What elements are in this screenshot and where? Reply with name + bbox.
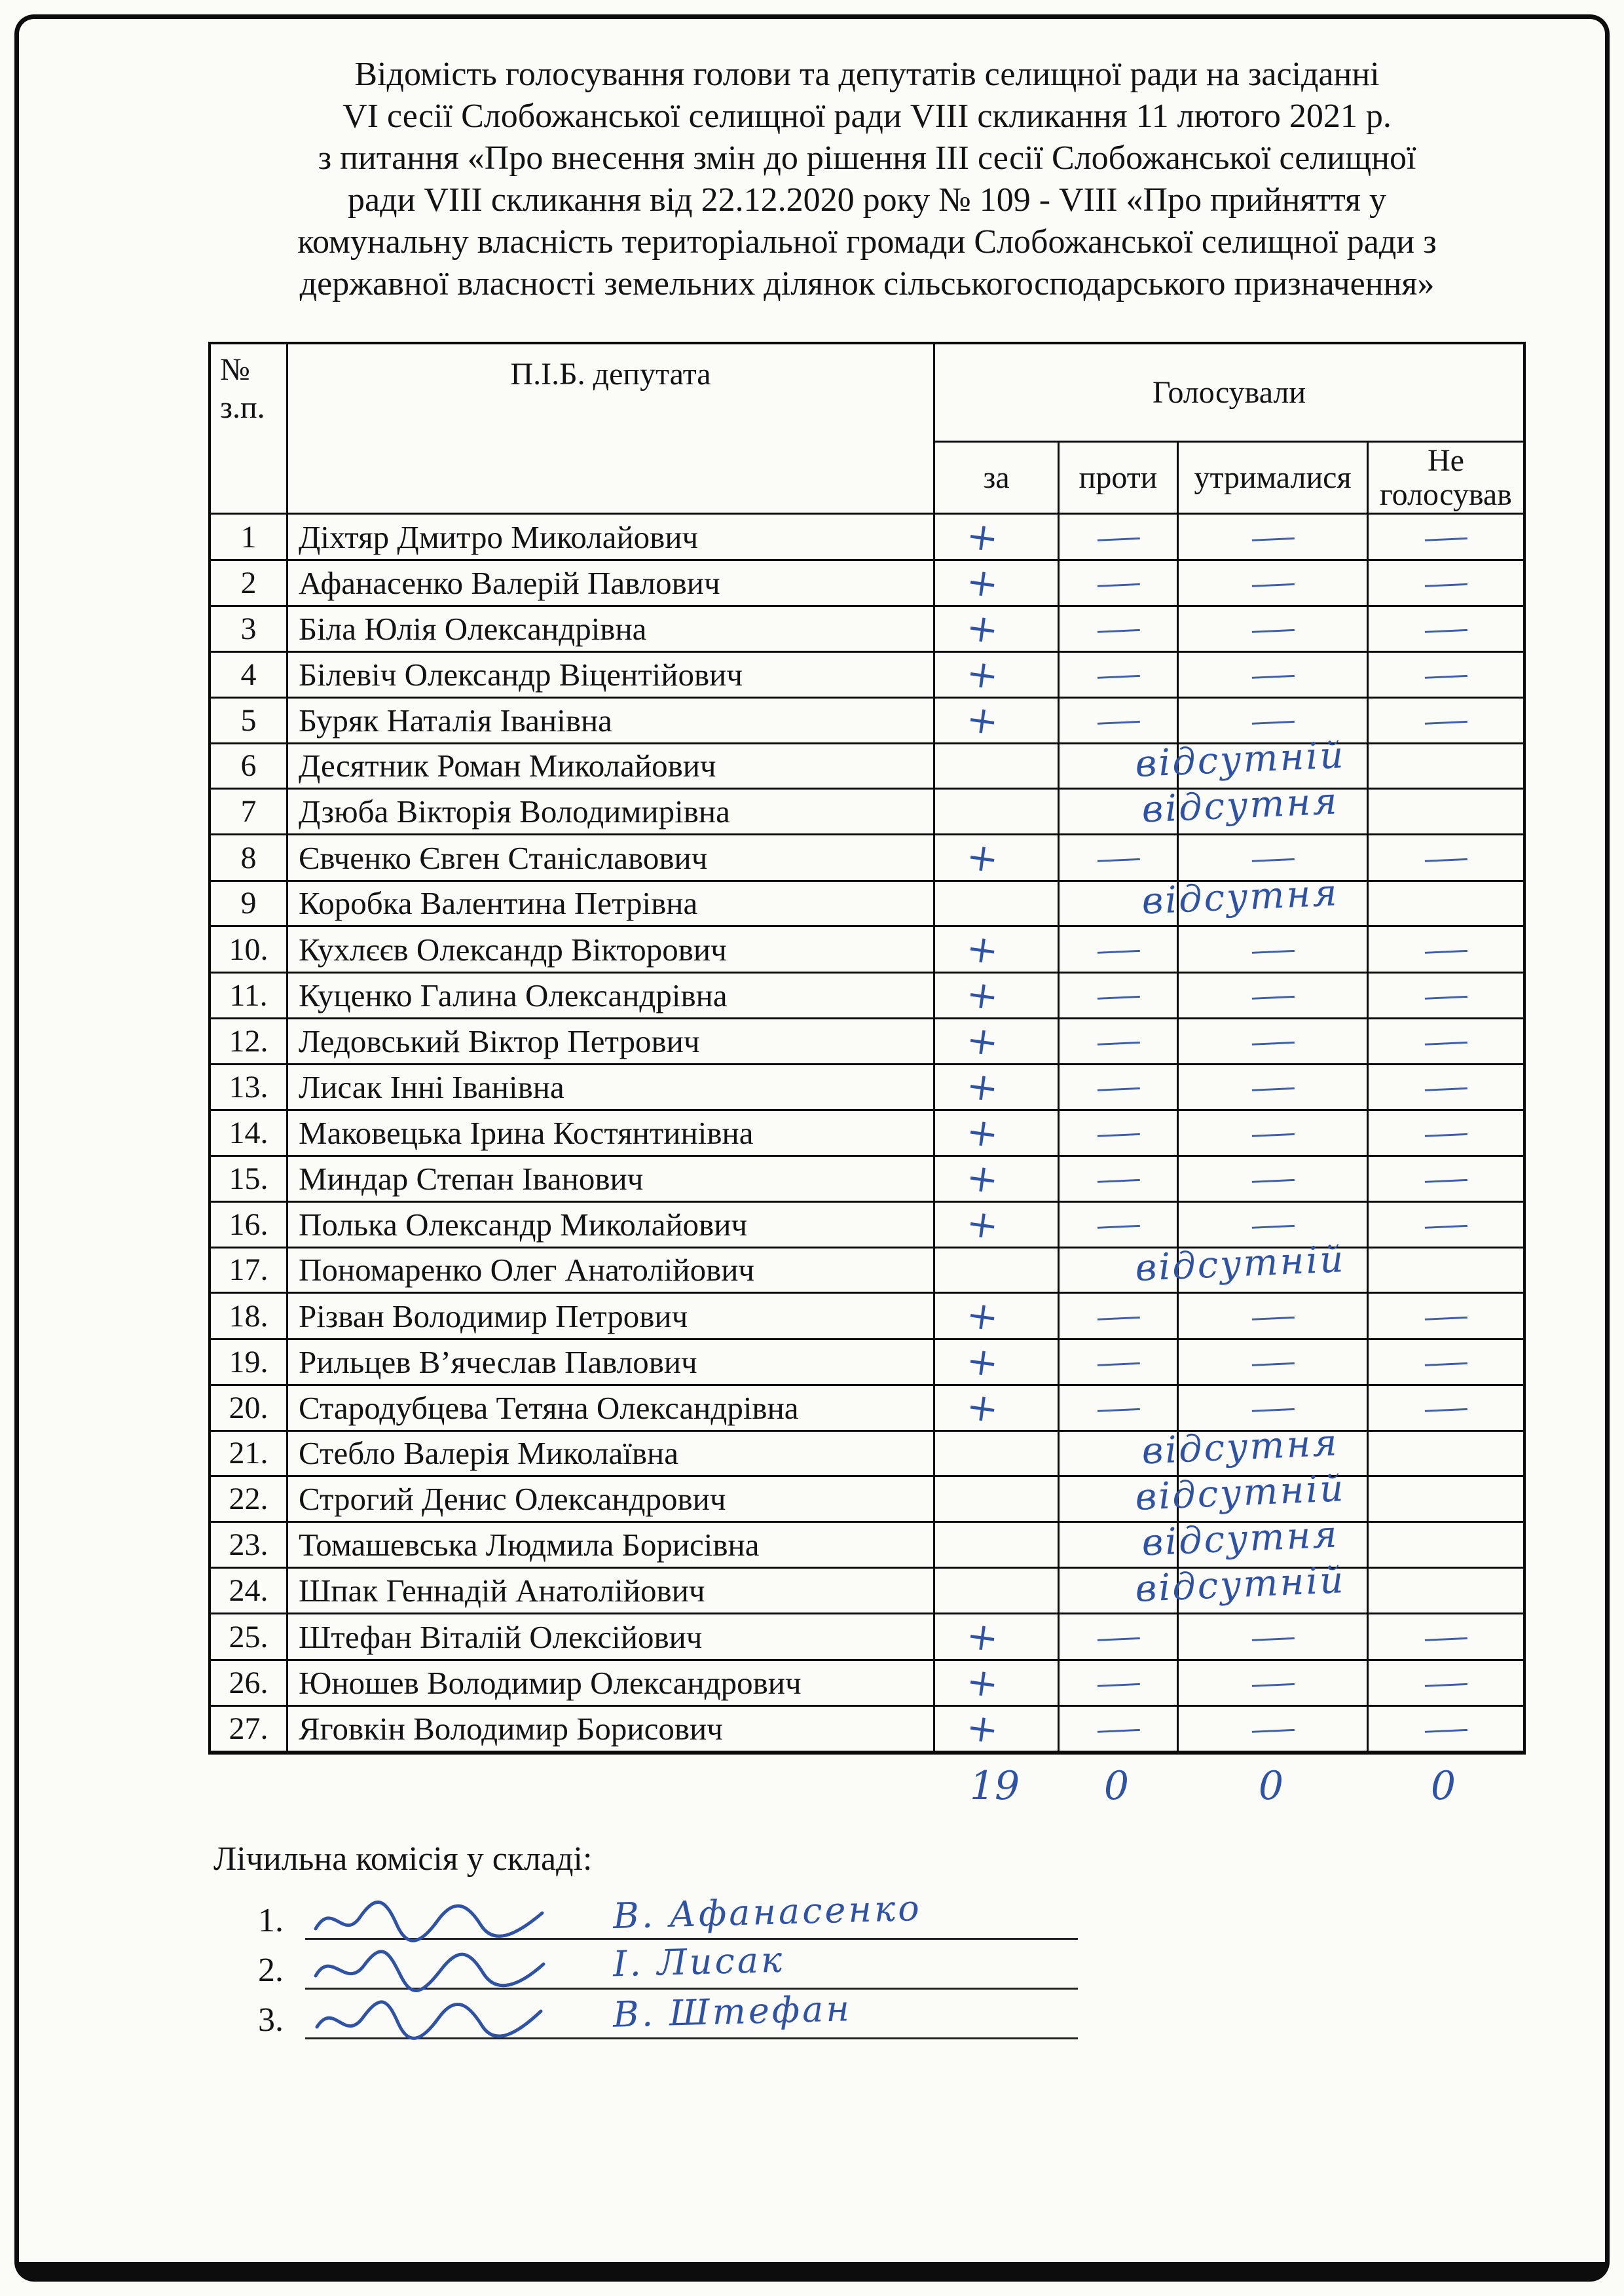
deputy-name: Лисак Інні Іванівна [288,1065,935,1111]
member-signature-name: В. Штефан [612,1988,853,2035]
vote-against-mark: — [1093,655,1143,693]
vote-abstained-mark: — [1247,655,1298,693]
commission-member-line [258,1990,1526,2039]
deputy-name: Пономаренко Олег Анатолійович [288,1248,935,1294]
vote-for-mark: + [963,1337,1002,1387]
vote-for-mark: + [963,558,1002,608]
vote-not-voted-cell [1369,1110,1523,1157]
vote-for-cell [935,1706,1060,1753]
member-number: 1. [258,1902,284,1939]
vote-not-voted-cell [1369,1660,1523,1707]
vote-for-cell [935,970,1060,1020]
member-number: 3. [258,2001,284,2039]
vote-against-cell [1060,1339,1179,1386]
vote-abstained-cell [1179,973,1369,1019]
table-body [211,512,1523,1753]
row-number: 26. [211,1660,288,1707]
absent-note: відсутній [1134,734,1346,786]
vote-abstained-mark: — [1247,1618,1298,1656]
vote-for-cell [935,512,1060,562]
vote-against-mark: — [1093,1022,1143,1060]
table-row [211,871,1523,927]
vote-for-mark: + [963,1016,1002,1066]
deputy-name: Діхтяр Дмитро Миколайович [288,515,935,561]
vote-against-mark: — [1093,1205,1143,1243]
vote-for-mark: + [963,1108,1002,1157]
table-row [211,1238,1523,1294]
title-line: ради VIII скликання від 22.12.2020 року № 109 - VIII «Про прийняття у [348,181,1386,219]
vote-against-mark: — [1093,610,1143,647]
deputy-name: Кухлєєв Олександр Вікторович [288,927,935,974]
row-number: 3 [211,606,288,653]
vote-abstained-cell [1179,1156,1369,1203]
vote-not-voted-mark: — [1420,839,1471,877]
document-content [208,54,1526,2039]
deputy-name: Юношев Володимир Олександрович [288,1660,935,1707]
vote-against-cell [1060,1294,1179,1340]
deputy-name: Стебло Валерія Миколаївна [288,1431,935,1477]
header-voted: Голосували [935,344,1523,443]
vote-abstained-cell [1179,1294,1369,1340]
vote-not-voted-cell [1369,1019,1523,1065]
vote-not-voted-mark: — [1420,1343,1471,1381]
vote-not-voted-cell [1369,1065,1523,1111]
signature-line [305,1941,1078,1990]
vote-not-voted-mark: — [1420,1664,1471,1702]
deputy-name: Буряк Наталія Іванівна [288,698,935,744]
counting-commission [208,1840,1526,2039]
row-number: 23. [211,1523,288,1569]
vote-abstained-cell [1179,515,1369,561]
absent-note: відсутній [1134,1559,1346,1611]
vote-for-mark: + [963,695,1002,745]
vote-for-cell [935,744,1060,790]
vote-for-cell [935,695,1060,745]
absent-note: відсутній [1134,1238,1346,1290]
vote-against-cell [1060,973,1179,1019]
vote-not-voted-mark: — [1420,518,1471,556]
vote-for-mark: + [963,1062,1002,1112]
vote-for-mark: + [963,1612,1002,1662]
vote-abstained-mark: — [1247,1068,1298,1106]
vote-against-mark: — [1093,1297,1143,1335]
row-number: 10. [211,927,288,974]
vote-not-voted-mark: — [1420,976,1471,1014]
vote-not-voted-cell [1369,1706,1523,1753]
vote-against-mark: — [1093,564,1143,602]
vote-for-cell [935,1660,1060,1707]
header-vote-against: проти [1060,443,1179,515]
deputy-name: Томашевська Людмила Борисівна [288,1523,935,1569]
header-vote-abstained: утрималися [1179,443,1369,515]
row-number: 4 [211,652,288,699]
vote-against-cell [1060,606,1179,653]
member-number: 2. [258,1952,284,1989]
vote-not-voted-cell [1369,1614,1523,1661]
vote-not-voted-cell [1369,1294,1523,1340]
vote-against-cell [1060,835,1179,882]
vote-not-voted-mark: — [1420,1205,1471,1243]
vote-abstained-mark: — [1247,1205,1298,1243]
vote-against-cell [1060,1614,1179,1661]
vote-abstained-cell [1179,1019,1369,1065]
row-number: 5 [211,698,288,744]
vote-abstained-mark: — [1247,1709,1298,1747]
absent-note: відсутня [1141,1513,1340,1565]
vote-abstained-cell [1179,927,1369,974]
vote-abstained-mark: — [1247,564,1298,602]
table-row [211,1339,1523,1385]
vote-for-cell [935,606,1060,653]
row-number: 24. [211,1569,288,1614]
row-number: 21. [211,1431,288,1477]
vote-abstained-cell [1179,1110,1369,1157]
table-row [211,1156,1523,1202]
vote-for-mark: + [963,604,1002,653]
vote-against-cell [1060,1660,1179,1707]
vote-not-voted-mark: — [1420,655,1471,693]
vote-abstained-cell [1179,1706,1369,1753]
vote-against-cell [1060,1065,1179,1111]
vote-against-mark: — [1093,1389,1143,1427]
vote-against-cell [1060,515,1179,561]
vote-not-voted-cell [1369,1339,1523,1386]
vote-not-voted-cell [1369,515,1523,561]
deputy-name: Полька Олександр Миколайович [288,1202,935,1248]
vote-for-mark: + [963,833,1002,883]
vote-not-voted-mark: — [1420,1618,1471,1656]
signature-scribble-icon [312,1897,547,1946]
table-row [211,1614,1523,1660]
row-number: 13. [211,1065,288,1111]
vote-abstained-mark: — [1247,1297,1298,1335]
vote-against-cell [1060,1110,1179,1157]
row-number: 15. [211,1156,288,1203]
vote-abstained-mark: — [1247,1664,1298,1702]
commission-label: Лічильна комісія у складі: [213,1840,593,1878]
vote-against-mark: — [1093,1114,1143,1152]
row-number: 22. [211,1477,288,1523]
vote-for-mark: + [963,1154,1002,1203]
vote-for-cell [935,1339,1060,1386]
row-number: 12. [211,1019,288,1065]
row-number: 9 [211,881,288,927]
absent-note: відсутня [1141,871,1340,923]
title-line: комунальну власність територіальної громади Слобожанської селищної ради з [297,223,1437,261]
vote-for-cell [935,1523,1060,1569]
vote-against-cell [1060,1202,1179,1248]
vote-for-cell [935,1291,1060,1341]
vote-not-voted-mark: — [1420,610,1471,647]
deputy-name: Афанасенко Валерій Павлович [288,560,935,607]
table-row [211,780,1523,835]
row-number: 2 [211,560,288,607]
vote-for-cell [935,649,1060,699]
table-row [211,560,1523,606]
total-against: 0 [1103,1763,1130,1809]
vote-abstained-mark: — [1247,518,1298,556]
deputy-name: Рильцев В’ячеслав Павлович [288,1339,935,1386]
vote-not-voted-mark: — [1420,1022,1471,1060]
vote-not-voted-mark: — [1420,701,1471,739]
row-number: 20. [211,1385,288,1432]
table-row [211,1110,1523,1156]
vote-not-voted-mark: — [1420,1709,1471,1747]
vote-not-voted-cell [1369,606,1523,653]
deputy-name: Біла Юлія Олександрівна [288,606,935,653]
vote-not-voted-cell [1369,560,1523,607]
vote-for-cell [935,1156,1060,1203]
vote-not-voted-mark: — [1420,1297,1471,1335]
table-row [211,924,1523,974]
vote-for-cell [935,835,1060,882]
absent-note: відсутня [1141,1421,1340,1473]
vote-for-mark: + [963,970,1002,1020]
row-number: 18. [211,1294,288,1340]
deputy-name: Яговкін Володимир Борисович [288,1706,935,1753]
title-line: державної власності земельних ділянок сільськогосподарського призначення» [299,265,1435,302]
row-number: 16. [211,1202,288,1248]
vote-for-cell [935,1110,1060,1157]
vote-abstained-cell [1179,1065,1369,1111]
vote-against-mark: — [1093,1343,1143,1381]
vote-for-cell [935,790,1060,835]
table-header [211,344,1523,515]
vote-against-mark: — [1093,839,1143,877]
deputy-name: Шпак Геннадій Анатолійович [288,1569,935,1614]
vote-abstained-mark: — [1247,839,1298,877]
voting-table [208,342,1526,1755]
deputy-name: Дзюба Вікторія Володимирівна [288,790,935,835]
commission-member-line [258,1940,1526,1990]
total-for: 19 [969,1763,1020,1809]
header-number: № з.п. [211,344,288,515]
row-number: 25. [211,1614,288,1661]
document-title [208,54,1526,305]
row-number: 11. [211,973,288,1019]
signature-line [305,1887,1078,1940]
row-number: 1 [211,515,288,561]
row-number: 17. [211,1248,288,1294]
header-deputy-name: П.І.Б. депутата [288,344,935,515]
vote-not-voted-mark: — [1420,930,1471,968]
row-number: 19. [211,1339,288,1386]
vote-against-mark: — [1093,701,1143,739]
absent-note: відсутній [1134,1467,1346,1519]
vote-for-mark: + [963,1383,1002,1432]
table-row [211,512,1523,562]
total-abstained: 0 [1258,1763,1284,1809]
vote-not-voted-mark: — [1420,564,1471,602]
vote-against-mark: — [1093,1618,1143,1656]
vote-against-cell [1060,1385,1179,1432]
vote-abstained-mark: — [1247,1343,1298,1381]
table-row [211,606,1523,652]
vote-against-mark: — [1093,1664,1143,1702]
vote-not-voted-cell [1369,652,1523,699]
deputy-name: Євченко Євген Станіславович [288,835,935,882]
row-number: 27. [211,1706,288,1753]
vote-abstained-mark: — [1247,930,1298,968]
vote-against-mark: — [1093,1068,1143,1106]
vote-abstained-mark: — [1247,1389,1298,1427]
vote-not-voted-mark: — [1420,1159,1471,1197]
vote-not-voted-mark: — [1420,1114,1471,1152]
vote-abstained-cell [1179,560,1369,607]
vote-for-cell [935,560,1060,607]
vote-for-cell [935,1385,1060,1432]
title-line: Відомість голосування голови та депутатів селищної ради на засіданні [354,56,1380,93]
vote-abstained-mark: — [1247,1114,1298,1152]
row-number: 14. [211,1110,288,1157]
signature-line [305,1990,1078,2039]
row-number: 7 [211,790,288,835]
signature-scribble-icon [312,1997,547,2045]
vote-against-mark: — [1093,1159,1143,1197]
signature-scribble-icon [312,1947,547,1995]
vote-for-cell [935,1062,1060,1112]
header-vote-for: за [935,443,1060,515]
member-signature-name: І. Лисак [612,1939,785,1985]
vote-not-voted-mark: — [1420,1389,1471,1427]
deputy-name: Різван Володимир Петрович [288,1294,935,1340]
vote-not-voted-mark: — [1420,1068,1471,1106]
vote-abstained-cell [1179,1339,1369,1386]
row-number: 6 [211,744,288,790]
vote-for-cell [935,881,1060,927]
vote-for-cell [935,1477,1060,1523]
vote-abstained-cell [1179,652,1369,699]
vote-for-cell [935,1199,1060,1249]
vote-for-cell [935,924,1060,974]
total-not-voted: 0 [1430,1763,1456,1809]
table-row [211,1062,1523,1112]
vote-against-cell [1060,560,1179,607]
table-row [211,1559,1523,1614]
vote-abstained-mark: — [1247,1022,1298,1060]
table-row [211,1016,1523,1066]
vote-against-mark: — [1093,518,1143,556]
vote-against-cell [1060,927,1179,974]
deputy-name: Білевіч Олександр Віцентійович [288,652,935,699]
vote-not-voted-cell [1369,1156,1523,1203]
vote-for-cell [935,1248,1060,1294]
vote-abstained-mark: — [1247,1159,1298,1197]
vote-abstained-mark: — [1247,610,1298,647]
commission-member-line [258,1887,1526,1940]
vote-not-voted-cell [1369,927,1523,974]
member-signature-name: В. Афанасенко [612,1887,923,1937]
deputy-name: Куценко Галина Олександрівна [288,973,935,1019]
vote-against-cell [1060,1019,1179,1065]
row-number: 8 [211,835,288,882]
vote-for-cell [935,1569,1060,1614]
vote-against-mark: — [1093,930,1143,968]
vote-for-cell [935,1431,1060,1477]
table-row [211,649,1523,699]
table-row [211,1706,1523,1752]
table-row [211,1291,1523,1341]
vote-for-mark: + [963,1704,1002,1753]
vote-for-mark: + [963,1291,1002,1341]
vote-for-mark: + [963,1658,1002,1707]
totals-row [208,1755,1526,1817]
deputy-name: Десятник Роман Миколайович [288,744,935,790]
deputy-name: Ледовський Віктор Петрович [288,1019,935,1065]
vote-for-mark: + [963,512,1002,562]
vote-for-cell [935,1614,1060,1661]
deputy-name: Коробка Валентина Петрівна [288,881,935,927]
vote-for-mark: + [963,924,1002,974]
vote-abstained-mark: — [1247,701,1298,739]
deputy-name: Стародубцева Тетяна Олександрівна [288,1385,935,1432]
table-row [211,970,1523,1020]
vote-against-cell [1060,652,1179,699]
table-row [211,1660,1523,1706]
vote-abstained-cell [1179,1614,1369,1661]
vote-for-mark: + [963,1199,1002,1249]
deputy-name: Маковецька Ірина Костянтинівна [288,1110,935,1157]
deputy-name: Строгий Денис Олександрович [288,1477,935,1523]
vote-against-cell [1060,698,1179,744]
vote-abstained-cell [1179,606,1369,653]
deputy-name: Штефан Віталій Олексійович [288,1614,935,1661]
vote-for-cell [935,1016,1060,1066]
vote-against-cell [1060,1706,1179,1753]
vote-abstained-cell [1179,1660,1369,1707]
vote-against-mark: — [1093,976,1143,1014]
title-line: з питання «Про внесення змін до рішення ІІІ сесії Слобожанської селищної [318,139,1416,177]
title-line: VI сесії Слобожанської селищної ради VIII скликання 11 лютого 2021 р. [342,98,1392,135]
header-vote-not-voted: Не голосував [1369,443,1523,515]
vote-against-cell [1060,1156,1179,1203]
vote-for-mark: + [963,649,1002,699]
deputy-name: Миндар Степан Іванович [288,1156,935,1203]
absent-note: відсутня [1141,780,1340,831]
vote-not-voted-cell [1369,973,1523,1019]
vote-abstained-mark: — [1247,976,1298,1014]
vote-against-mark: — [1093,1709,1143,1747]
